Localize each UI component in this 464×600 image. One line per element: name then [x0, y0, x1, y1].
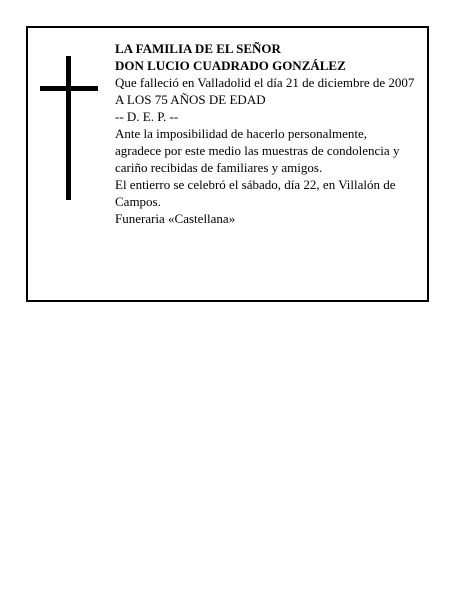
heading-deceased-name: DON LUCIO CUADRADO GONZÁLEZ [115, 58, 346, 73]
death-info: Que falleció en Valladolid el día 21 de diciembre de 2007 [115, 75, 415, 90]
heading-family: LA FAMILIA DE EL SEÑOR [115, 41, 281, 56]
cross-vertical-beam [66, 56, 71, 200]
obituary-notice [26, 26, 429, 302]
notice-text [115, 40, 415, 227]
rip-line: -- D. E. P. -- [115, 109, 179, 124]
cross-icon [40, 56, 98, 200]
thanks-paragraph: Ante la imposibilidad de hacerlo personalmente, agradece por este medio las muestras de condolencia y cariño recibidas de familiares y amigos. [115, 126, 400, 175]
funeral-home: Funeraria «Castellana» [115, 211, 236, 226]
burial-info: El entierro se celebró el sábado, día 22, en Villalón de Campos. [115, 177, 396, 209]
age-line: A LOS 75 AÑOS DE EDAD [115, 92, 266, 107]
cross-horizontal-beam [40, 86, 98, 91]
